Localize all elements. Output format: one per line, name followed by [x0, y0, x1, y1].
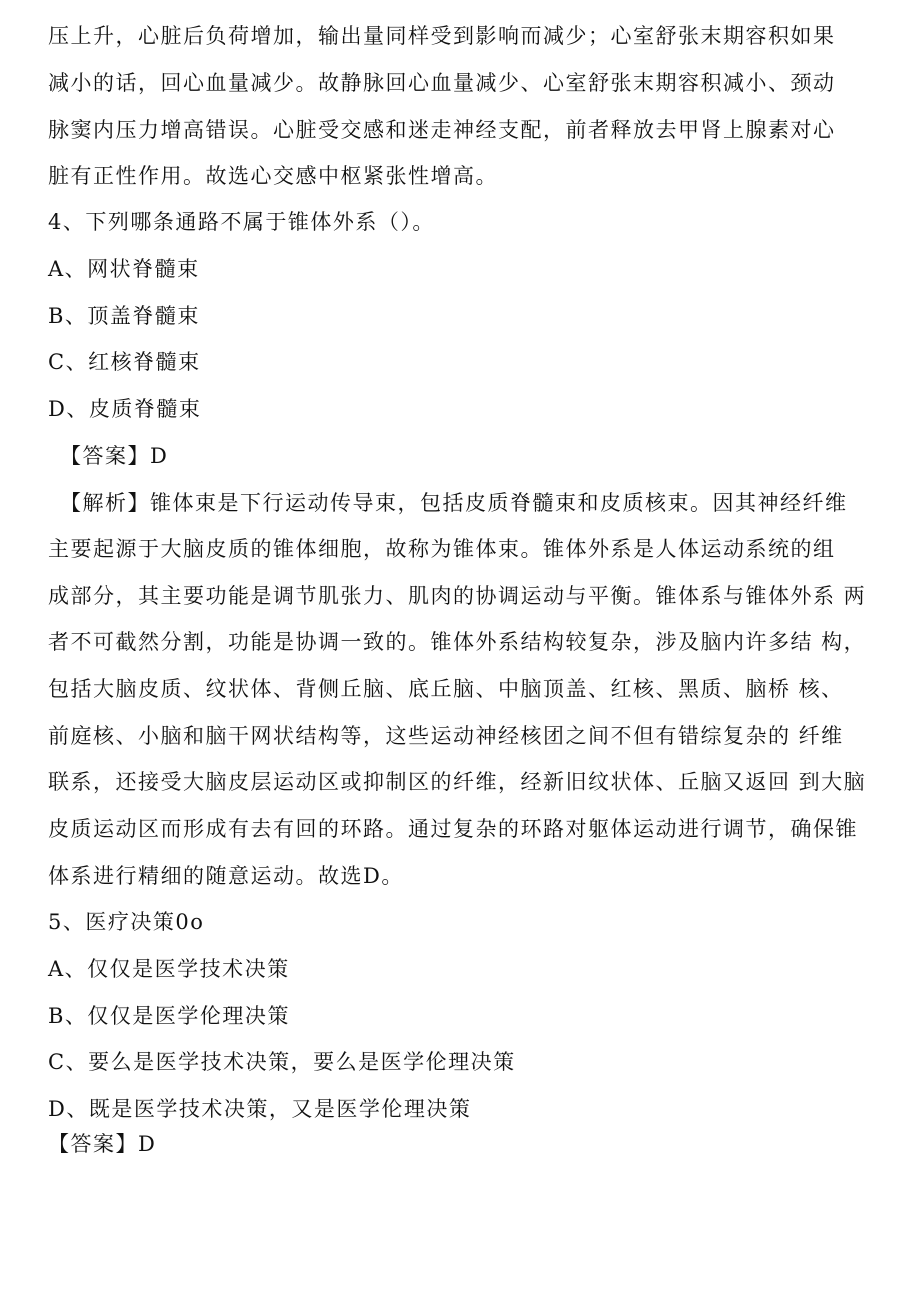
question-4-analysis-line: 主要起源于大脑皮质的锥体细胞，故称为锥体束。锥体外系是人体运动系统的组: [48, 537, 836, 561]
question-4-analysis-line: 【解析】锥体束是下行运动传导束，包括皮质脊髓束和皮质核束。因其神经纤维: [60, 491, 848, 515]
question-5-option-c: C、要么是医学技术决策，要么是医学伦理决策: [48, 1050, 516, 1074]
question-5-option-a: A、仅仅是医学技术决策: [48, 957, 290, 981]
question-4-analysis-line: 体系进行精细的随意运动。故选D。: [48, 864, 404, 888]
question-4-analysis-line: 包括大脑皮质、纹状体、背侧丘脑、底丘脑、中脑顶盖、红核、黑质、脑桥 核、: [48, 677, 844, 701]
question-4-option-d: D、皮质脊髓束: [48, 397, 202, 421]
prev-explanation-line: 减小的话，回心血量减少。故静脉回心血量减少、心室舒张末期容积减小、颈动: [48, 71, 836, 95]
question-4-analysis-line: 皮质运动区而形成有去有回的环路。通过复杂的环路对躯体运动进行调节，确保锥: [48, 817, 858, 841]
question-4-analysis-line: 者不可截然分割，功能是协调一致的。锥体外系结构较复杂，涉及脑内许多结 构，: [48, 630, 867, 654]
question-4-option-a: A、网状脊髓束: [48, 257, 200, 281]
question-4-stem: 4、下列哪条通路不属于锥体外系（）。: [48, 210, 435, 234]
question-4-option-b: B、顶盖脊髓束: [48, 304, 200, 328]
question-4-option-c: C、红核脊髓束: [48, 350, 201, 374]
question-5-answer: 【答案】D: [48, 1132, 157, 1156]
question-5-stem: 5、医疗决策0o: [48, 910, 205, 934]
question-5-option-b: B、仅仅是医学伦理决策: [48, 1004, 290, 1028]
question-4-analysis-line: 联系，还接受大脑皮层运动区或抑制区的纤维，经新旧纹状体、丘脑又返回 到大脑: [48, 770, 867, 794]
question-4-analysis-line: 前庭核、小脑和脑干网状结构等，这些运动神经核团之间不但有错综复杂的 纤维: [48, 724, 844, 748]
question-5-option-d: D、既是医学技术决策，又是医学伦理决策: [48, 1097, 472, 1121]
prev-explanation-line: 脏有正性作用。故选心交感中枢紧张性增高。: [48, 164, 498, 188]
prev-explanation-line: 脉窦内压力增高错误。心脏受交感和迷走神经支配，前者释放去甲肾上腺素对心: [48, 118, 836, 142]
question-4-analysis-line: 成部分，其主要功能是调节肌张力、肌肉的协调运动与平衡。锥体系与锥体外系 两: [48, 584, 867, 608]
question-4-answer: 【答案】D: [60, 444, 169, 468]
prev-explanation-line: 压上升，心脏后负荷增加，输出量同样受到影响而减少；心室舒张末期容积如果: [48, 24, 836, 48]
